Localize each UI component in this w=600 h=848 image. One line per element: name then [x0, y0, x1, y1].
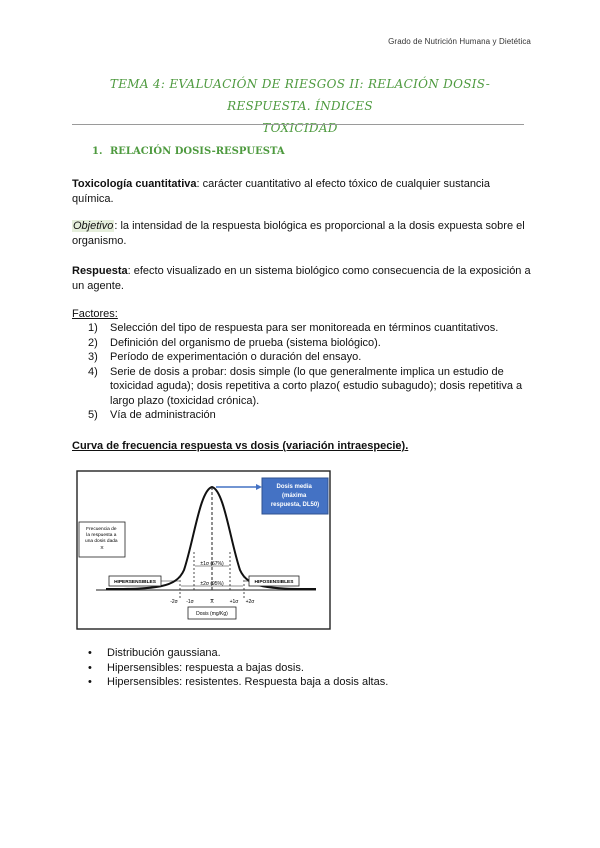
- text-toxicologia: : carácter cuantitativo al efecto tóxico de cualquier sustancia química.: [72, 178, 490, 205]
- section-title: RELACIÓN DOSIS-RESPUESTA: [110, 146, 285, 157]
- summary-bullets: [88, 646, 528, 690]
- range-outer-label: ±2σ (95%): [200, 581, 224, 587]
- hipersensibles-label: HIPERSENSIBLES: [114, 580, 156, 585]
- term-toxicologia: Toxicología cuantitativa: [72, 178, 197, 190]
- title-divider: [72, 124, 524, 125]
- tick-label: X: [210, 599, 214, 605]
- ylabel-line3: una dosis dada: [85, 539, 118, 544]
- ylabel-line2: la respuesta a: [86, 533, 117, 538]
- hiposensibles-label: HIPOSENSIBLES: [254, 580, 294, 585]
- paragraph-objetivo: [72, 219, 532, 249]
- dosis-media-text: Dosis media (máxima respuesta, DL50): [270, 484, 320, 508]
- term-objetivo: Objetivo: [73, 220, 114, 232]
- page-title: [72, 73, 528, 139]
- tick-label: -2σ: [170, 599, 178, 605]
- list-item: [88, 321, 528, 336]
- text-objetivo: : la intensidad de la respuesta biológica es proporcional a la dosis expuesta sobre el organismo.: [72, 220, 525, 247]
- paragraph-respuesta: [72, 264, 532, 294]
- ylabel-symbol: X: [100, 546, 104, 551]
- curve-heading: Curva de frecuencia respuesta vs dosis (variación intraespecie).: [72, 440, 409, 452]
- list-item: • Hipersensibles: respuesta a bajas dosis.: [88, 661, 528, 676]
- list-item: [88, 365, 528, 409]
- factores-heading-text: Factores:: [72, 308, 118, 320]
- list-item-number: 3): [88, 351, 98, 363]
- tick-label: -1σ: [186, 599, 194, 605]
- section-heading: [92, 146, 285, 157]
- gaussian-figure: [76, 470, 331, 630]
- list-item-number: 1): [88, 322, 98, 334]
- section-number: 1.: [92, 146, 103, 157]
- list-item-number: 4): [88, 365, 98, 378]
- list-item-text: Vía de administración: [110, 409, 216, 421]
- tick-label: +1σ: [229, 599, 239, 605]
- header-course: Grado de Nutrición Humana y Dietética: [388, 37, 531, 46]
- factores-list: [88, 321, 528, 423]
- paragraph-toxicologia: [72, 177, 532, 207]
- page-title-line2: TOXICIDAD: [262, 121, 338, 135]
- list-item: • Hipersensibles: resistentes. Respuesta baja a dosis altas.: [88, 675, 528, 690]
- term-respuesta: Respuesta: [72, 265, 128, 277]
- list-item-text: Período de experimentación o duración del ensayo.: [110, 351, 362, 363]
- list-item: [88, 350, 528, 365]
- list-item-text: Selección del tipo de respuesta para ser monitoreada en términos cuantitativos.: [110, 322, 499, 334]
- list-item-text: Definición del organismo de prueba (sistema biológico).: [110, 336, 381, 349]
- text-respuesta: : efecto visualizado en un sistema biológico como consecuencia de la exposición a un agente.: [72, 265, 531, 292]
- list-item-text: Serie de dosis a probar: dosis simple (lo que generalmente implica un estudio de toxicidad aguda); dosis repetitiva a corto plazo( estudio subagudo); dosis repetitiva a largo plazo (toxicidad crónica).: [110, 365, 523, 407]
- ylabel-line1: Frecuencia de: [86, 527, 117, 532]
- tick-label: +2σ: [245, 599, 255, 605]
- xlabel-text: Dosis (mg/Kg): [196, 611, 228, 617]
- list-item-number: 5): [88, 409, 98, 421]
- list-item: [88, 336, 528, 351]
- range-inner-label: ±1σ (67%): [200, 561, 224, 567]
- page-title-line1: TEMA 4: EVALUACIÓN DE RIESGOS II: RELACIÓN DOSIS-RESPUESTA. ÍNDICES: [109, 77, 491, 113]
- factores-heading: [72, 307, 532, 322]
- list-item: • Distribución gaussiana.: [88, 646, 528, 661]
- list-item-number: 2): [88, 336, 98, 349]
- list-item: [88, 408, 528, 423]
